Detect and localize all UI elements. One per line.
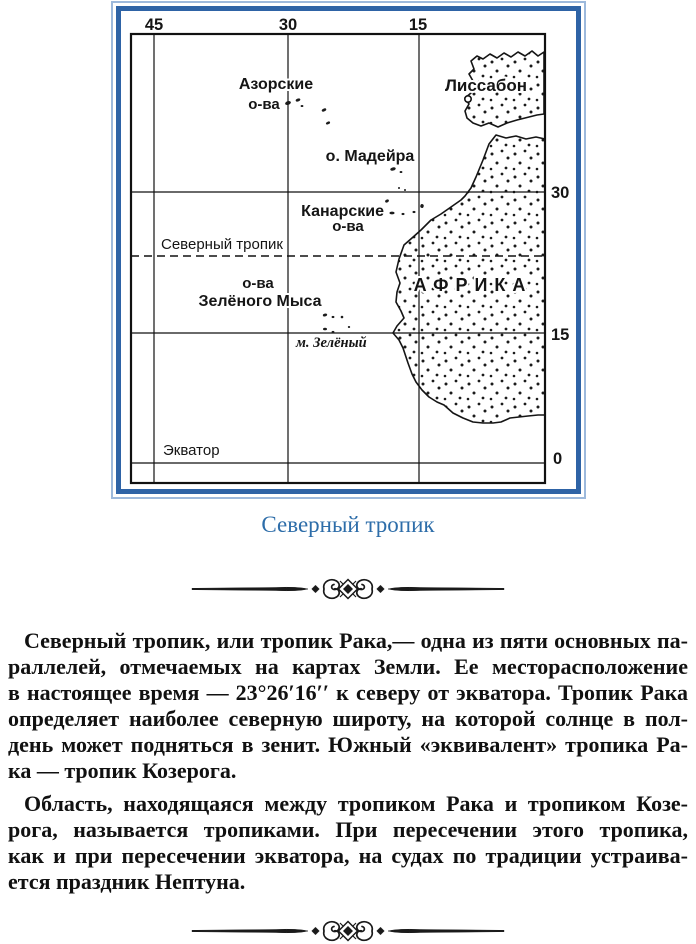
text-line: день может подняться в зенит. Южный «эквивалент» тропика Ра-: [8, 732, 688, 757]
cape-verde-islands: [322, 313, 350, 333]
divider-center-ornament: [339, 580, 358, 599]
canary-islands: [381, 199, 424, 215]
label-africa: АФРИКА: [413, 275, 532, 295]
lisbon-city-marker: [464, 96, 470, 102]
label-cape-verde-ova: о-ва: [241, 275, 274, 292]
right-axis-15: 15: [550, 326, 569, 344]
text-line: как и при пересечении экватора, на судах по традиции устраива-: [8, 843, 688, 868]
top-axis-45: 45: [144, 16, 163, 34]
map-figure: [111, 1, 586, 499]
label-tropic-line: Северный тропик: [160, 236, 283, 253]
top-axis-30: 30: [278, 16, 297, 34]
text-line: Область, находящаяся между тропиком Рака и тропиком Козе-: [24, 791, 688, 816]
text-line: Северный тропик, или тропик Рака,— одна из пяти основных па-: [24, 628, 688, 653]
azores-islands: [284, 98, 330, 125]
tropic-map: [121, 11, 576, 489]
text-line: в настоящее время — 23°26′16′′ к северу от экватора. Тропик Рака: [8, 680, 688, 705]
label-canary-ova: о-ва: [331, 218, 364, 235]
right-axis-labels: [551, 184, 569, 468]
text-line: определяет наиболее северную широту, на которой солнце в пол-: [8, 706, 688, 731]
label-cape-green: м. Зелёный: [295, 335, 367, 351]
top-axis-labels: [144, 16, 426, 34]
label-azores-ova: о-ва: [247, 96, 280, 113]
map-frame: [116, 6, 581, 494]
ornamental-divider-top: [190, 576, 506, 602]
ornamental-divider-bottom: [190, 918, 506, 944]
label-madeira: о. Мадейра: [325, 148, 414, 165]
right-axis-0: 0: [552, 450, 562, 468]
figure-caption: Северный тропик: [261, 512, 435, 537]
text-line: рога, называется тропиками. При пересечении этого тропика,: [8, 817, 688, 842]
text-line: ется праздник Нептуна.: [8, 869, 246, 894]
text-line: ка — тропик Козерога.: [8, 758, 237, 783]
text-line: раллелей, отмечаемых на картах Земли. Ее месторасположение: [8, 654, 688, 679]
right-axis-30: 30: [550, 184, 569, 202]
article-text: [0, 628, 696, 895]
paragraph-2: [8, 791, 688, 895]
label-azores: Азорские: [238, 76, 313, 93]
top-axis-15: 15: [408, 16, 427, 34]
label-canary: Канарские: [300, 203, 384, 220]
paragraph-1: [8, 628, 688, 784]
label-equator: Экватор: [162, 442, 220, 459]
label-cape-verde: Зелёного Мыса: [197, 293, 322, 310]
madeira-islands: [389, 167, 405, 191]
divider-center-ornament: [339, 922, 358, 941]
label-lisbon: Лиссабон: [444, 76, 527, 95]
